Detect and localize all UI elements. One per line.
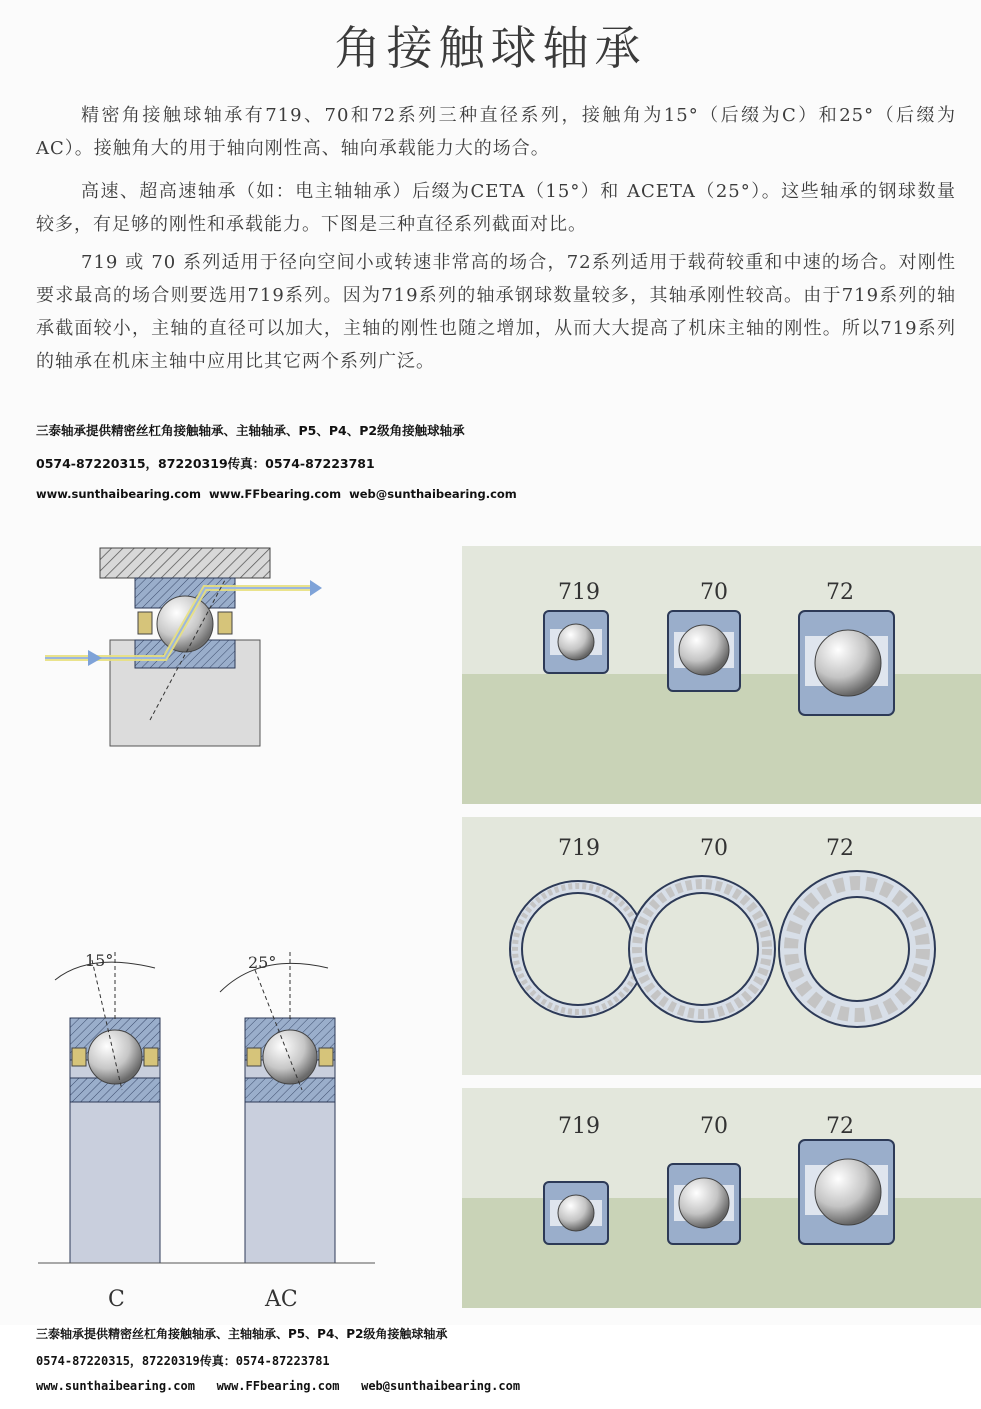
- bearing-section-ac: [220, 952, 335, 1263]
- angle-label-15: 15°: [85, 951, 114, 970]
- series-label-719-ring: 719: [558, 836, 600, 861]
- ring-72: [779, 871, 935, 1027]
- section-719-bottom: [544, 1182, 608, 1244]
- angle-label-25: 25°: [248, 953, 277, 972]
- phone-fax-line-bottom: 0574-87220315，87220319传真：0574-87223781: [36, 1354, 330, 1368]
- series-label-72-bottom: 72: [826, 1114, 854, 1139]
- series-label-72-ring: 72: [826, 836, 854, 861]
- section-70-bottom: [668, 1164, 740, 1244]
- series-label-70-ring: 70: [700, 836, 728, 861]
- section-719-top: [544, 611, 608, 673]
- website-line: www.sunthaibearing.com www.FFbearing.com web@sunthaibearing.com: [36, 487, 517, 501]
- ring-70: [629, 876, 775, 1022]
- series-label-72-top: 72: [826, 580, 854, 605]
- website-line-bottom: www.sunthaibearing.com www.FFbearing.com web@sunthaibearing.com: [36, 1379, 521, 1393]
- paragraph-contact-angle: 精密角接触球轴承有719、70和72系列三种直径系列，接触角为15°（后缀为C）和25°（后缀为AC）。接触角大的用于轴向刚性高、轴向承载能力大的场合。: [36, 105, 956, 159]
- series-label-719-top: 719: [558, 580, 600, 605]
- phone-fax-line: 0574-87220315，87220319传真：0574-87223781: [36, 456, 375, 471]
- section-72-bottom: [799, 1140, 894, 1244]
- ring-719: [510, 881, 646, 1017]
- bearing-section-c: [55, 952, 160, 1263]
- load-path-diagram: [40, 540, 340, 755]
- company-info-line-bottom: 三泰轴承提供精密丝杠角接触轴承、主轴轴承、P5、P4、P2级角接触球轴承: [36, 1327, 448, 1341]
- series-label-719-bottom: 719: [558, 1114, 600, 1139]
- suffix-label-ac: AC: [265, 1287, 298, 1312]
- page-title: 角接触球轴承: [334, 21, 647, 75]
- contact-angle-diagram: [30, 940, 390, 1320]
- section-72-top: [799, 611, 894, 715]
- series-label-70-bottom: 70: [700, 1114, 728, 1139]
- paragraph-high-speed: 高速、超高速轴承（如：电主轴轴承）后缀为CETA（15°）和 ACETA（25°）。这些轴承的钢球数量较多，有足够的刚性和承载能力。下图是三种直径系列截面对比。: [36, 181, 956, 235]
- company-info-line: 三泰轴承提供精密丝杠角接触轴承、主轴轴承、P5、P4、P2级角接触球轴承: [36, 423, 465, 438]
- section-70-top: [668, 611, 740, 691]
- series-comparison-figure: [462, 546, 981, 1311]
- paragraph-series-usage: 719 或 70 系列适用于径向空间小或转速非常高的场合，72系列适用于载荷较重和中速的场合。对刚性要求最高的场合则要选用719系列。因为719系列的轴承钢球数量较多，其轴承刚性较高。由于719系列的轴承截面较小，主轴的直径可以加大，主轴的刚性也随之增加，从而大大提高了机床主轴的刚性。所以719系列的轴承在机床主轴中应用比其它两个系列广泛。: [36, 252, 956, 372]
- series-label-70-top: 70: [700, 580, 728, 605]
- suffix-label-c: C: [108, 1287, 125, 1312]
